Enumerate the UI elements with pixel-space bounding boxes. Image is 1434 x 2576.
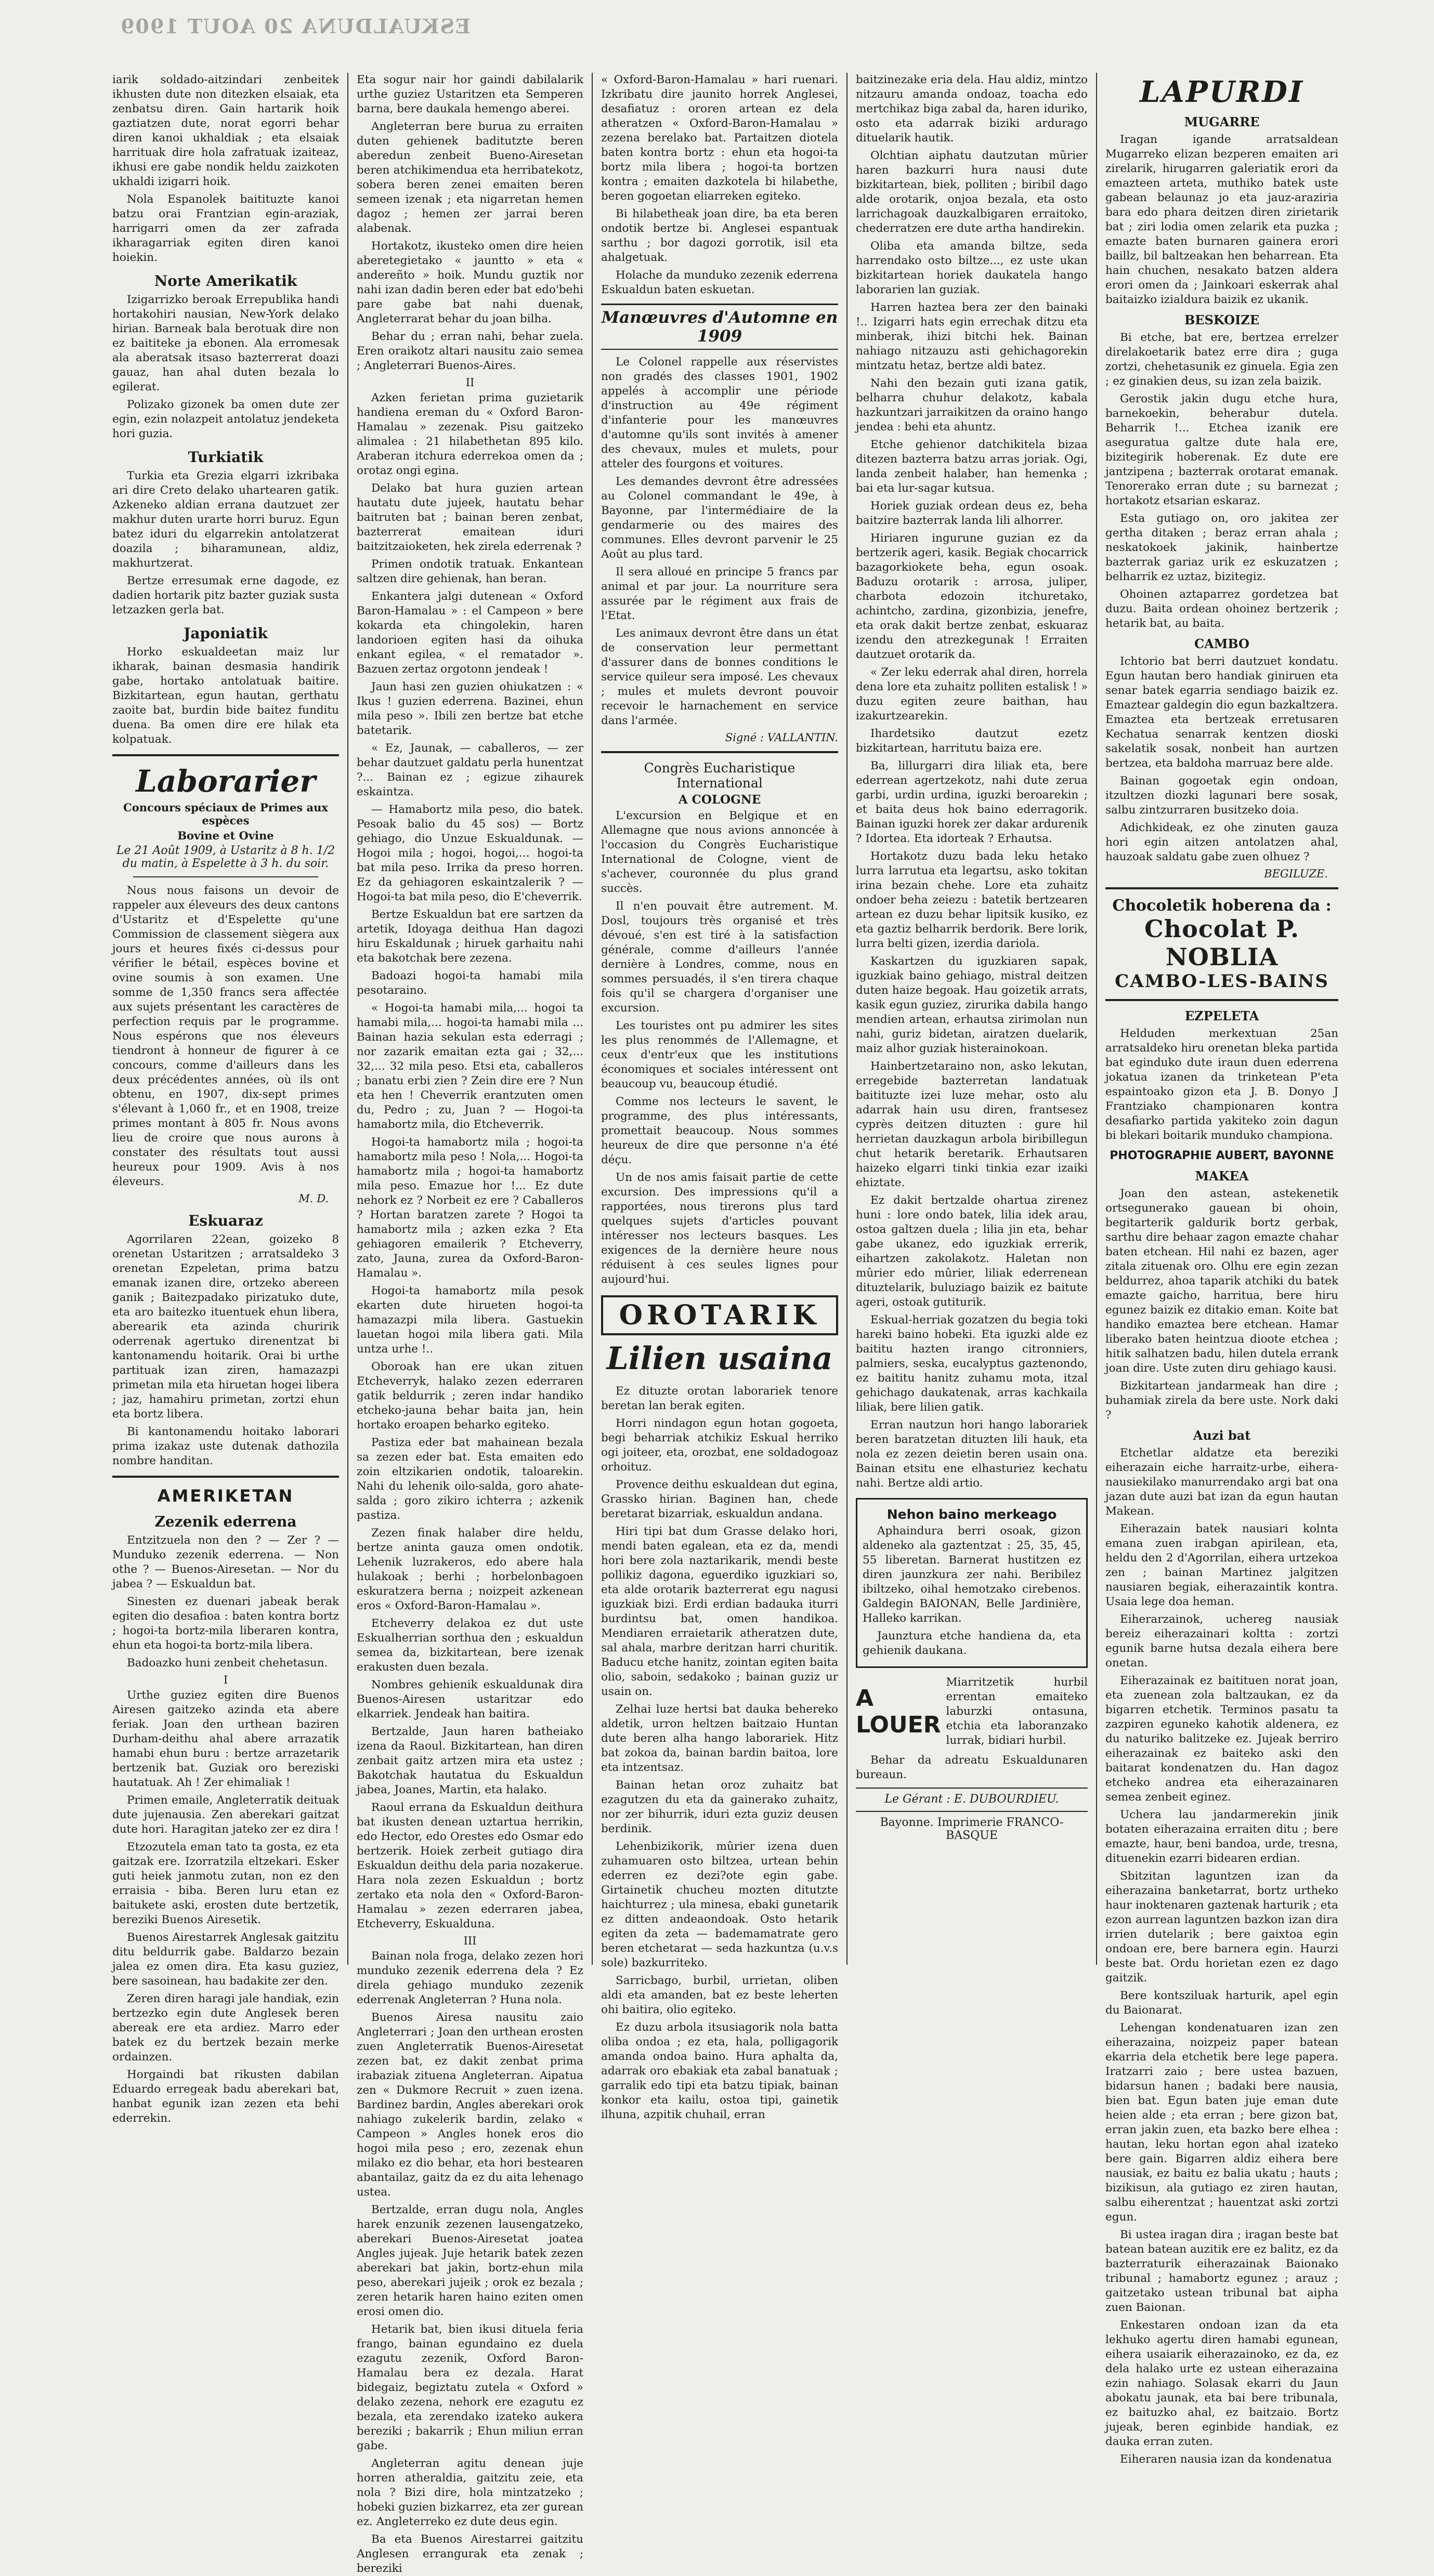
paragraph: Bainan hetan oroz zuhaitz bat ezagutzen du eta da gainerako zuhaitz, nor zer bihurrik, iduri ezta guziz deusen berdinik. xyxy=(601,1779,838,1835)
paragraph: Etche gehienor datchikitela bizaa ditezen bazterra batzu arras joriak. Ogi, landa zenbeit halaber, han hemenka ; bai eta lur-sagar kutsua. xyxy=(856,438,1088,495)
heading-eskuaraz: Eskuaraz xyxy=(188,1212,263,1229)
paragraph: Bertze Eskualdun bat ere sartzen da artetik, Idoyaga deithua Han dagozi hiru Eskaldunak ; hiruek garhaitu nahi eta bakotchak bere zezena. xyxy=(357,908,583,965)
paragraph: Etchetlar aldatze eta bereziki eiherazain eiche harraitz-urbe, eihera-nausiekilako manurrendako argi bat ona jazan dute auzi bat izan da egun hautan Makean. xyxy=(1105,1447,1338,1518)
paragraph: Il n'en pouvait être autrement. M. Dosl, toujours très organisé et très dévoué, s'en est tiré à la satisfaction générale, comme d'ailleurs l'année dernière à Londres, comme, nous en sommes persuadés, il s'en tirera chaque fois qu'il se chargera d'organiser une excursion. xyxy=(601,900,838,1015)
paragraph: Hogoi-ta hamabortz mila pesok ekarten dute hirueten hogoi-ta hamazazpi mila libera. Gastuekin lauetan hogoi mila libera gati. Mila untza urhe !.. xyxy=(357,1284,583,1356)
paragraph: Sbitzitan laguntzen izan da eiherazaina banketarrat, bortz urtheko haur inoktenaren gaztenak harturik ; eta ezon aurrean laguntzen bazkon izan dira irrien dutelarik ; bere gaixtoa egin ondoan ere, bere barnera egin. Haurzi beste bat. Ordu horietan ezen ez dago gaitzik. xyxy=(1105,1870,1338,1984)
divider xyxy=(112,754,339,756)
heading-auzi-bat: Auzi bat xyxy=(1193,1428,1251,1443)
heading-congres: Congrès Eucharistique International xyxy=(644,760,796,791)
paragraph: Iragan igande arratsaldean Mugarreko elizan bezperen emaiten ari zirelarik, hirugarren galeriatik erori da emazteen arteta, muthiko batek uste gabean belaunaz jo eta jauz-araziria bara edo phara deitzen diren zirietarik bat ; ziri lodia omen zelarik eta puzka ; emazte baten burnaren gainera erori baillz, bil baltzeakan hen beharrean. Eta hain chuchen, nesakato batzen aldera erori omen da ; Jainkoari eskerrak ahal baitaizko izialdura baizik ez ukanik. xyxy=(1105,133,1338,306)
paragraph: « Hogoi-ta hamabi mila,... hogoi ta hamabi mila,... hogoi-ta hamabi mila ... Bainan hazia sekulan esta ederragi ; nor zazarik emaitan ezta gai ; 32,... 32,... 32 mila peso. Etsi eta, caballeros ; banatu erbi zien ? Zein dire ere ? Nun eta hen ! Cheverrik erantzuten omen du, Pedro ; zu, Juan ? — Hogoi-ta hamabortz mila, dio Etcheverrik. xyxy=(357,1002,583,1131)
paragraph: Bi kantonamendu hoitako laborari prima izakaz uste dutenak dathozila nombre handitan. xyxy=(112,1425,339,1467)
paragraph: Angleterran agitu denean juje horren atheraldia, gaitzitu zeie, eta nola ? Bizi dire, hola mintzatzeko ; hobeki guzien bizkarrez, eta zer gurean ez. Angleterreko ez dute deus egin. xyxy=(357,2457,583,2528)
divider xyxy=(1105,999,1338,1001)
mirrored-masthead-bleedthrough: ESKUALDUNA 20 AOUT 1909 xyxy=(120,15,471,38)
paragraph: Buenos Airesa nausitu zaio Angleterrari ; Joan den urthean erosten zuen Angleterratik Buenos-Airesetat zezen bat, ez dakit zenbat prima irabaziak zituena Angleterran. Aipatua zen « Dukmore Recruit » zuen izena. Bardinez bardin, Angles aberekari orok nahiago zukelerik bardin, zelako « Campeon » Angles honek eros dio hogoi mila peso ; ero, zezenak ehun milako ez dio behar, eta hori bestearen abantailaz, gaitz da ez du aita lehenago ustea. xyxy=(357,2011,583,2199)
paragraph: Hogoi-ta hamabortz mila ; hogoi-ta hamabortz mila peso ! Nola,... Hogoi-ta hamabortz mila ; hogoi-ta hamabortz mila peso. Emazue hor !... Ez dute nehork ez ? Norbeit ez ere ? Caballeros ? Hortan baratzen zarete ? Hogoi ta hamabortz mila ; azken ezka ? Eta gehiagoren emailerik ? Etcheverry, zato, Jauna, zurea da Oxford-Baron-Hamalau ». xyxy=(357,1136,583,1280)
heading-beskoize: BESKOIZE xyxy=(1184,312,1260,327)
paragraph: Primen ondotik tratuak. Enkantean saltzen dire gehienak, han beran. xyxy=(357,558,583,585)
paragraph: Provence deithu eskualdean dut egina, Grassko hirian. Baginen han, chede beretarat bizarriak, eskualdun andana. xyxy=(601,1478,838,1520)
paragraph: L'excursion en Belgique et en Allemagne que nous avions annoncée à l'occasion du Congrès Eucharistique International de Cologne, vient de s'achever, couronnée du plus grand succès. xyxy=(601,809,838,895)
paragraph: Lehenbizikorik, mûrier izena duen zuhamuaren osto biltzea, urtean behin ederren ez dezi?ote egin gabe. Girtainetik chucheu mozten ditutzte haichturrez ; ula minesa, ebaki gunetarik ez ditten andeaondoak. Osto hetarik egiten da zeta — bademamatrate gero beren etchetarat — seda hazkuntza (u.v.s sole) bazkurriteko. xyxy=(601,1840,838,1969)
paragraph: Azken ferietan prima guzietarik handiena ereman du « Oxford Baron-Hamalau » zezenak. Pisu gaitzeko alimalea : 21 hilabethetan 895 kilo. Araberan itchura ederrekoa omen da ; orotaz ongi egina. xyxy=(357,391,583,477)
paragraph: Ohoinen aztaparrez gordetzea bat duzu. Baita ordean ohoinez bertzerik ; hetarik bat, au baita. xyxy=(1105,588,1338,630)
signature: BEGILUZE. xyxy=(1264,868,1328,880)
paragraph: Uchera lau jandarmerekin jinik botaten eiherazaina erraiten ditu ; bere emazte, haur, beni bandoa, urde, tresna, dituenekin ezarri bidearen erdian. xyxy=(1105,1808,1338,1865)
paragraph: Primen emaile, Angleterratik deituak dute jujenausia. Zen aberekari gaitzat dute hori. Haragitan jateko zer ez dira ! xyxy=(112,1794,339,1836)
paragraph: Hortakotz duzu bada leku hetako lurra larrutua eta legartsu, asko tokitan irina bezain chehe. Lore eta zuhaitz ondoer beha zeiezu : batetik bertzearen artean ez duzu behar lipitsik kusiko, ez eta gaztiz belharrik berdorik. Bere lorik, lurra belti gizen, izerdia dariola. xyxy=(856,850,1088,950)
paragraph: Entzitzuela non den ? — Zer ? — Munduko zezenik ederrena. — Non othe ? — Buenos-Airesetan. — Nor du jabea ? — Eskualdun bat. xyxy=(112,1534,339,1591)
ad-text: Jaunztura etche handiena da, eta gehienik daukana. xyxy=(863,1629,1081,1657)
paragraph: Ihardetsiko dautzut ezetz bizkitartean, harritutu baiza ere. xyxy=(856,727,1088,755)
paragraph: Les touristes ont pu admirer les sites les plus renommés de l'Allemagne, et ceux d'entr'eux que les institutions économiques et sociales intéressent ont beaucoup vu, beaucoup étudié. xyxy=(601,1019,838,1090)
section-number: III xyxy=(463,1935,477,1947)
ad-chocolat-line1: Chocoletik hoberena da : xyxy=(1112,897,1332,915)
paragraph: Les animaux devront être dans un état de conservation leur permettant d'assurer dans de bonnes conditions le service quileur sera imposé. Les chevaux ; mules et mulets devront pouvoir recevoir le harnachement en service dans l'armée. xyxy=(601,627,838,727)
paragraph: Agorrilaren 22ean, goizeko 8 orenetan Ustaritzen ; arratsaldeko 3 orenetan Ezpeletan, prima batzu emanak izanen dire, ortzeko abereen ganik ; Baitezpadako pirizatuko dute, eta aro baitezko ituentuek ehun libera, aberearik eta azinda churirik oderrenak agertuko direnentzat bi kantonamendu hoitarik. Orai bi urthe partituak izan ziren, hamazazpi primetan mila eta hiruetan hogei libera ; jaz, hamahiru primetan, zortzi ehun eta bortz libera. xyxy=(112,1233,339,1421)
paragraph: Ba eta Buenos Airestarrei gaitzitu Anglesen errangurak eta zenak ; bereziki xyxy=(357,2533,583,2575)
paragraph: Eiherazain batek nausiari kolnta emana zuen irabgan apirilean, eta, heldu den 2 d'Agorrilan, eihera urtzekoa zen ; bainan Martinez jalgitzen nausiaren begiak, eiherazaintik kontra. Usaia lege doa heman. xyxy=(1105,1522,1338,1608)
paragraph: Esta gutiago on, oro jakitea zer gertha ditaken ; beraz erran ahala ; neskatokoek jakinik, hainbertze bazterrak gariaz urik ez eskuzatzen ; belharrik ez uztaz, bizitegiz. xyxy=(1105,512,1338,583)
paragraph: Zelhai luze hertsi bat dauka behereko aldetik, urron heltzen baitzaio Huntan dute beren alha hango laborariek. Hitz bat zokoa da, bainan bardin baitoa, lore eta intzentsaz. xyxy=(601,1703,838,1774)
paragraph: Etcheverry delakoa ez dut uste Eskualherrian sorthua den ; eskualdun semea da, bizkitartean, bere izenak erakusten duen bezala. xyxy=(357,1617,583,1674)
heading-lilien-usaina: Lilien usaina xyxy=(606,1340,833,1377)
paragraph: Bi hilabetheak joan dire, ba eta beren ondotik bertze bi. Anglesei espantuak sarthu ; bor dagozi gorrotik, isil eta ahalgetuak. xyxy=(601,207,838,264)
paragraph: Harren haztea bera zer den bainaki !.. Izigarri hats egin errechak ditzu eta minberak, ihizi bitchi hek. Bainan nahiago nitzauzu asti gehichagorekin mintzatu hetaz, bertze aldi batez. xyxy=(856,301,1088,372)
paragraph: Comme nos lecteurs le savent, le programme, des plus intéressants, promettait beaucoup. Nous sommes heureux de dire que personne n'a été déçu. xyxy=(601,1095,838,1166)
paragraph: Bertzalde, erran dugu nola, Angles harek enzunik zezenen lausengatzeko, aberekari Buenos-Airesetat joatea Angles jujeak. Juje hetarik batek zezen aberekari bat jakin, bortz-ehun mila peso, aberekari jujeik ; orok ez bezala ; zeren hetarik haren haino eziten omen erosi omen dio. xyxy=(357,2203,583,2318)
divider xyxy=(112,1476,339,1478)
column-2 xyxy=(348,73,593,2575)
paragraph: iarik soldado-aitzindari zenbeitek ikhusten dute non ditezken elsaiak, eta zenbatsu diren. Gain hartarik hoik gaztiatzen dute, norat egorri behar diren kanoi ukhaldiak ; eta elsaiak harrituak dire hola zafratuak izaiteaz, ikhusi ere gabe nondik heldu zaizkoten ukhaldi izigarri hoik. xyxy=(112,73,339,188)
paragraph: Nous nous faisons un devoir de rappeler aux éleveurs des deux cantons d'Ustaritz et d'Espelette qu'une Commission de classement siègera aux jours et heures fixés ci-dessus pour vérifier le bétail, espèces bovine et ovine soumis à son examen. Une somme de 1,350 francs sera affectée aux sujets présentant les caractères de perfection requis par le programme. Nous espérons que nos éleveurs tiendront à honneur de figurer à ce concours, comme d'ailleurs dans les deux précédentes années, où ils ont obtenu, en 1907, dix-sept primes s'élevant à 1,060 fr., et en 1908, treize primes montant à 805 fr. Nous avons lieu de croire que nous aurons à constater des résultats tout aussi heureux pour 1909. Avis à nos éleveurs. xyxy=(112,884,339,1188)
heading-makea: MAKEA xyxy=(1195,1168,1249,1184)
ad-text: Behar da adreatu Eskualdunaren bureaun. xyxy=(856,1754,1088,1781)
paragraph: Ez dituzte orotan laborariek tenore beretan lan berak egiten. xyxy=(601,1385,838,1412)
paragraph: Adichkideak, ez ohe zinuten gauza hori egin aitzen antolatzen ahal, hauzoak saldatu gabe zuen olhuez ? xyxy=(1105,821,1338,863)
paragraph: Horko eskualdeetan maiz lur ikharak, bainan desmasia handirik gabe, hortako antolatuak baitire. Bizkitartean, egun hautan, gerthatu zaoite bat, burdin bide baitez funditu duena. Ba omen dire ere hilak eta kolpatuak. xyxy=(112,646,339,746)
paragraph: Oliba eta amanda biltze, seda harrendako osto biltze..., ez uste ukan bizkitartean horiek daukatela hango laborarien lan guziak. xyxy=(856,240,1088,296)
paragraph: Ba, lillurgarri dira liliak eta, bere ederrean agertzekotz, nahi dute zerua garbi, urdin urdina, iguzki beroarekin ; et baita deus hok baino ederragorik. Bainan iguzki horek zer dakar ardurenik ? Idortea. Eta idorteak ? Erhautsa. xyxy=(856,759,1088,845)
advertisement-nehon xyxy=(856,1498,1088,1668)
heading-manoeuvres: Manœuvres d'Automne en 1909 xyxy=(601,304,838,350)
paragraph: Eiherarzainok, uchereg nausiak bereiz eiherazainari koltta : zortzi egunik barne hutsa dezala eihera bere onetan. xyxy=(1105,1613,1338,1670)
paragraph: Etzozutela eman tato ta gosta, ez eta gaitzak ere. Izorratzila eltzekari. Esker guti heiek janmotu zutan, non ez den erraisia - biba. Beren luru etan ez baitukete aski, erosten dute bertzetik, bereziki Buenos Airesetik. xyxy=(112,1841,339,1926)
paragraph: Helduden merkextuan 25an arratsaldeko hiru orenetan bleka partida bat eginduko dute iraun duen ederrena jokatua izanen da trinketean P'eta espaintoako gizon eta J. B. Donyo J Frantziako championaren kontra desafiarko partida yakiteko zoin dagun bi blekari boitarik munduko championa. xyxy=(1105,1027,1338,1142)
paragraph: Hainbertzetaraino non, asko lekutan, erregebide bazterretan landatuak baitituzte izei luze mehar, osto alu adarrak hain usu diren, frantsesez cyprès deitzen dituzten : gure hil herrietan dauzkagun arbola biribillegun chut hetarik beretarik. Erhautsaren haizeko elgarri tinki tinkia ezar izaiki ehiztate. xyxy=(856,1060,1088,1189)
signature: M. D. xyxy=(298,1192,329,1205)
paragraph: Badoazko huni zenbeit chehetasun. xyxy=(127,1657,328,1670)
paragraph: Sarricbago, burbil, urrietan, oliben aldi eta amanden, bat ez beste leherten ohi baitira, olio egiteko. xyxy=(601,1974,838,2016)
heading-turkia: Turkiatik xyxy=(188,449,264,466)
paragraph: Holache da munduko zezenik ederrena Eskualdun baten eskuetan. xyxy=(601,269,838,296)
paragraph: Bi etche, bat ere, bertzea errelzer direlakoetarik batez erre dira ; guga zortzi, chehetasunik ez ginuela. Egia zen ; ez ginakien deus, su izan zela baizik. xyxy=(1105,331,1338,388)
paragraph: Enkestaren ondoan izan da eta lekhuko agertu diren hamabi egunean, eihera usaiarik eiherazainoko, ez da, ez dela halako urte ez ustean eiherazaina ezin nahiago. Solasak ekarri du Jaun abokatu jaunak, eta bai bere tribunala, ez baituzko ahal, ez baitzaio. Bortz jujeak, beren eginbide handiak, ez dauka erran zuten. xyxy=(1105,2319,1338,2448)
paragraph: Sinesten ez duenari jabeak berak egiten dio desafioa : baten kontra bortz ; hogoi-ta bortz-mila liberaren kontra, ehun eta hogoi-ta bortz-mila libera. xyxy=(112,1595,339,1652)
paragraph: Il sera alloué en principe 5 francs par animal et par jour. La nourriture sera assurée par le régiment aux frais de l'Etat. xyxy=(601,566,838,622)
section-number: II xyxy=(465,376,475,389)
paragraph: Nola Espanolek baitituzte kanoi batzu orai Frantzian egin-araziak, harrigarri omen da zer zafrada ikharagarriak egiten diren kanoi hoiekin. xyxy=(112,193,339,264)
ad-text: Miarritzetik hurbil errentan emaiteko laburzki ontasuna, etchia eta laboranzako lurrak, bidiari hurbil. xyxy=(946,1676,1088,1747)
gerant-line: Le Gérant : E. DUBOURDIEU. xyxy=(856,1788,1088,1806)
paragraph: Ez duzu arbola itsusiagorik nola batta oliba ondoa ; ez eta, hala, polligagorik amanda ondoa baino. Hura aphalta da, adarrak oro ebakiak eta zabal banatuak ; garralik edo tipi eta batzu tipiak, bainan konkor eta kailu, ostoa tipi, gainetik ilhuna, azpitik chuhail, erran xyxy=(601,2021,838,2121)
heading-ezpeleta: EZPELETA xyxy=(1184,1008,1259,1023)
paragraph: Ichtorio bat berri dautzuet kondatu. Egun hautan bero handiak giniruen eta senar batek egarria sendiago baizik ez. Emaztear galdegin dio egun bazkaltzera. Emaztea eta bertzeak erretusaren Kechatua senarrak kentzen dioski sakelatik sosak, nonbeit han aurtzen bertzea, eta baldoha marruaz bere alde. xyxy=(1105,655,1338,770)
paragraph: Lehengan kondenatuaren izan zen eiherazaina, noizpeiz paper batean ekarria dela etchetik bere lege papera. Iratzarri zaio ; bere ustea bazuen, bidarsun hanen ; badaki bere nausia, bien bat. Egun baten juje eman dute heien alde ; eta erran ; bere gizon bat, erran jakin zuen, eta bazko bere elhea : hautan, leku hortan egon ahal izateko bere gain. Bigarren aldiz eihera bere nausiak, ez baitu ez balia ukatu ; hauts ; bizikisun, ala gutiago ez ziren hautan, salbu eiherentzat ; hauentzat aski zortzi egun. xyxy=(1105,2021,1338,2224)
paragraph: Eta sogur nair hor gaindi dabilalarik urthe guziez Ustaritzen eta Semperen barna, bere daukala hemengo aberei. xyxy=(357,73,583,115)
advertisement-louer xyxy=(856,1675,1088,1748)
paragraph: Badoazi hogoi-ta hamabi mila pesotaraino. xyxy=(357,969,583,997)
paragraph: — Hamabortz mila peso, dio batek. Pesoak balio du 45 sos) — Bortz gehiago, dio Unzue Eskualdunak. — Hogoi mila ; hogoi, hogoi,... hogoi-ta bat mila peso. Irrika da preso horren. Ez da gehiagoren eskaintzalerik ? — Hogoi-ta bat mila peso, dio E'cheverrik. xyxy=(357,803,583,903)
paragraph: Erran nautzun hori hango laborariek beren baratzetan dituzten lili hauk, eta nola ez zezen deietin beren usain ona. Bainan etsitu ene elhasturiez kechatu nahi. Bertze aldi artio. xyxy=(856,1418,1088,1490)
paragraph: Hiri tipi bat dum Grasse delako hori, mendi baten egalean, eta ez da, mendi hori bere zola naztarikarik, mendi beste pollikiz dagona, eguerdiko iguzkiari so, eta alde orotarik bazterrerat egu nagusi iguzkiak bizi. Erdi erdian badauka iturri burdintsu bat, omen handikoa. Mendiaren erraietarik atheratzen dute, sal ahala, marbre deritzan harri churitik. Baducu etche hanitz, zointan egiten baita olio, saboin, sedakoko ; bainan guziz ur usain on. xyxy=(601,1525,838,1698)
heading-orotarik: OROTARIK xyxy=(601,1295,838,1335)
heading-japonia: Japoniatik xyxy=(184,625,268,642)
divider xyxy=(601,751,838,753)
paragraph: Zeren diren haragi jale handiak, ezin bertzezko egin dute Anglesek beren abereak ere eta ardiez. Marro eder batek ez du bertzek bezain merke ordainzen. xyxy=(112,1992,339,2064)
heading-cologne: A COLOGNE xyxy=(678,793,761,807)
paragraph: Gerostik jakin dugu etche hura, barnekoekin, beherabur dutela. Beharrik !... Etchea izanik ere aseguratua galtze dute hala ere, bizitegirik hoberenak. Ez dute ere jantzipena ; bazterrak orotarat emanak. Tenorerako erran dute ; su barnezat ; hortakotz etsarian eskaraz. xyxy=(1105,392,1338,507)
paragraph: Urthe guziez egiten dire Buenos Airesen gaitzeko azinda eta abere feriak. Joan den urthean baziren Durham-deithu ahal abere arrazatik hamabi ehun buru : bertze arrazetarik bertzenik bat. Guziak oro bereziski hautatuak. Ah ! Zer ehimaliak ! xyxy=(112,1689,339,1789)
paragraph: Delako bat hura guzien artean hautatu dute jujeek, hautatu behar baitruten bat ; bainan beren zenbat, bazterrerat emaitean iduri baitzitzaioketen, hek zirela ederrenak ? xyxy=(357,482,583,553)
heading-zezenik: Zezenik ederrena xyxy=(154,1513,297,1530)
ad-title-louer: A LOUER xyxy=(856,1685,941,1738)
paragraph: Raoul errana da Eskualdun deithura bat ikusten denean uztartua herrikin, edo Hector, edo Orestes edo Osmar edo bertzerik. Hoiek zerbeit gutiago dira Eskualdun deithu dela paria nozakerue. Hara nola zezen Eskualdun ; bortz zertako eta nola den « Oxford-Baron-Hamalau » zezen ederraren jabea, Etcheverry, Eskualduna. xyxy=(357,1801,583,1930)
heading-lapurdi: LAPURDI xyxy=(1139,75,1305,109)
paragraph: baitzinezake eria dela. Hau aldiz, mintzo nitzauru amanda ondoaz, toacha edo mertchikaz biga zabal da, haren iduriko, osto eta adarrak biziki ardurago dituelarik hautik. xyxy=(856,73,1088,144)
column-3 xyxy=(593,73,848,2121)
heading-norte: Norte Amerikatik xyxy=(154,272,297,290)
paragraph: Bertze erresumak erne dagode, ez dadien hortarik pitz bazter guziak susta letzazken gerla bat. xyxy=(112,574,339,616)
paragraph: Angleterran bere burua zu erraiten duten gehienek baditutzte beren aberedun zenbeit Bueno-Airesetan beren atchikimendua eta herribatekotz, sobera beren zenei emaiten beren semeen izenak ; eta nigarretan hemen dagoz ; hemen zer jarrai beren alabenak. xyxy=(357,120,583,235)
paragraph: Izigarrizko beroak Errepublika handi hortakohiri nausian, New-York delako hirian. Barneak bala berotuak dire non ez baititeke ja ebonen. Ala erromesak ala aberatsak itsaso bazterrerat doazi gauaz, han ahal duten bezala lo egilerat. xyxy=(112,293,339,393)
ad-chocolat-place: CAMBO-LES-BAINS xyxy=(1115,971,1329,992)
heading-mugarre: MUGARRE xyxy=(1184,114,1260,129)
paragraph: Bainan gogoetak egin ondoan, itzultzen diozki lagunari bere sosak, salbu zintzurraren busitzeko doia. xyxy=(1105,774,1338,817)
ad-chocolat-brand: Chocolat P. NOBLIA xyxy=(1144,915,1299,971)
paragraph: Horri nindagon egun hotan gogoeta, begi beharriak atchikiz Eskual herriko ogi joiteer, eta, orozbat, ene soldadogoaz orhoituz. xyxy=(601,1417,838,1474)
column-4 xyxy=(848,73,1097,1965)
paragraph: Zezen finak halaber dire heldu, bertze aninta gauza omen ondotik. Lehenik luzrakeros, edo abere hala hulakoak ; berhi ; horbelonbagoen eskuratzera berna ; noizpeit azkenean eros « Oxford-Baron-Hamalau ». xyxy=(357,1527,583,1612)
paragraph: Pastiza eder bat mahainean bezala sa zezen eder bat. Esta emaiten edo zoin eltzikarien ondotik, taloarekin. Nahi du lehenik oilo-salda, goro ahate-salda ; goro zikiro ichterra ; azkenik pastiza. xyxy=(357,1436,583,1522)
paragraph: Buenos Airestarrek Anglesak gaitzitu ditu beldurrik gabe. Baldarzo bezain jalea ez omen dira. Eta kasu guziez, bere sasoinean, hau badakite zer den. xyxy=(112,1931,339,1988)
paragraph: « Ez, Jaunak, — caballeros, — zer behar dautzuet galdatu perla hunentzat ?... Bainan ez ; egizue zihaurek eskaintza. xyxy=(357,742,583,798)
heading-cambo: CAMBO xyxy=(1194,636,1249,651)
divider xyxy=(133,876,318,877)
laborarier-subtitle: Concours spéciaux de Primes aux espèces xyxy=(123,801,328,827)
section-number: I xyxy=(223,1674,228,1686)
paragraph: Polizako gizonek ba omen dute zer egin, ezin nolazpeit antolatuz jendeketa hori guzia. xyxy=(112,398,339,440)
paragraph: Olchtian aiphatu dautzutan mûrier haren bazkurri hura nausi dute bizkitartean, biek, polliten ; biribil dago alde orotarik, onjoa bezala, eta osto larrichagoak dauzkalbigaren erraitoko, chederratzen ere dute artha handirekin. xyxy=(856,149,1088,235)
printer-line: Bayonne. Imprimerie FRANCO-BASQUE xyxy=(856,1811,1088,1842)
column-1 xyxy=(104,73,348,2125)
paragraph: Eiheraren nausia izan da kondenatua xyxy=(1120,2453,1332,2466)
paragraph: Nahi den bezain guti izana gatik, belharra chuhur delakotz, kabala hazkuntzari jarraikitzen da oraino hango jendea : behi eta ahuntz. xyxy=(856,377,1088,433)
paragraph: Behar du ; erran nahi, behar zuela. Eren oraikotz altari nausitu zaio semea ; Angleterrari Buenos-Aires. xyxy=(357,330,583,372)
ad-photographie: PHOTOGRAPHIE AUBERT, BAYONNE xyxy=(1110,1149,1334,1162)
ad-title: Nehon baino merkeago xyxy=(887,1507,1057,1522)
paragraph: Nombres gehienik eskualdunak dira Buenos-Airesen ustaritzar edo elkarriek. Jendeak han baitira. xyxy=(357,1678,583,1720)
ad-text: Aphaindura berri osoak, gizon aldeneko ala gaztentzat : 25, 35, 45, 55 liberetan. Barnerat hustitzen ez diren jaunzkura zer nahi. Beribilez ibiltzeko, oihal hemotzako cirebenos. Galdegin BAIONAN, Belle Jardinière, Halleko karrikan. xyxy=(863,1524,1081,1625)
divider xyxy=(1105,887,1338,889)
laborarier-subtitle-2: Bovine et Ovine xyxy=(177,829,274,842)
paragraph: Le Colonel rappelle aux réservistes non gradés des classes 1901, 1902 appelés à accomplir une période d'instruction au 49e régiment d'infanterie pour les manœuvres d'automne qu'ils sont invités à amener des chevaux, mules et mulets, pour atteler des fourgons et voitures. xyxy=(601,356,838,470)
paragraph: Jaun hasi zen guzien ohiukatzen : « Ikus ! guzien ederrena. Bazinei, ehun mila peso ». Ibili zen bertze bat etche batetarik. xyxy=(357,680,583,737)
paragraph: Un de nos amis faisait partie de cette excursion. Des impressions qu'il a rapportées, nous tirerons plus tard quelques sujets d'articles pouvant intéresser nos lecteurs basques. Les exigences de la dernière heure nous réduisent à ces seules lignes pour aujourd'hui. xyxy=(601,1171,838,1286)
paragraph: Bere kontsziluak harturik, apel egin du Baionarat. xyxy=(1105,1989,1338,2017)
heading-ameriketan: AMERIKETAN xyxy=(157,1486,294,1506)
paragraph: « Oxford-Baron-Hamalau » hari ruenari. Izkribatu dire jaunito horrek Anglesei, desafiatuz : ororen artean ez dela atheratzen « Oxford-Baron-Hamalau » zezena berelako bat. Partaitzen diotela baten kontra bortz : ehun eta hogoi-ta bortz mila libera ; hogoi-ta bortzen kontra ; emaiten dazkotela bi hilabethe, beren gogoetan eliarreken egiteko. xyxy=(601,73,838,203)
paragraph: Kaskartzen du iguzkiaren sapak, iguzkiak baino gehiago, mistral deitzen duten haize begoak. Hau goizetik arrats, kasik egun guziez, zirurika dabila hango mendien artean, erhautsa zirimolan nun nahi, guriz bidetan, airatzen duelarik, maiz alhor guziak histerainokoan. xyxy=(856,955,1088,1055)
paragraph: Ez dakit bertzalde ohartua zirenez huni : lore ondo batek, lilia idek arau, ostoa galtzen duela ; lilia jin eta, behar gabe ukanez, edo iguzkiak errerik, eihartzen zakolakotz. Haletan non mûrier edo mûrier, liliak ederrenean dituztelarik, buluziago baizik ez baitute ageri, ostoak gutiturik. xyxy=(856,1194,1088,1309)
laborarier-date: Le 21 Août 1909, à Ustaritz à 8 h. 1/2 du matin, à Espelette à 3 h. du soir. xyxy=(116,844,335,870)
paragraph: Eiherazainak ez baitituen norat joan, eta zuenean zola baltzaukan, ez da bigarren etchetik. Terminos pasatu ta zazpiren eguneko kahotik aldenera, ez du naturiko balitzeke ez. Jujeak berriro eiherazainak ez baiteko aski den baitarat kondenatzen du. Han dagoz etcheko andrea eta eiherazainaren semea zenbeit eginez. xyxy=(1105,1674,1338,1804)
paragraph: « Zer leku ederrak ahal diren, horrela dena lore eta zuhaitz polliten estalisk ! » duzu egiten zeure baithan, hau izakurtzearekin. xyxy=(856,666,1088,722)
paragraph: Turkia eta Grezia elgarri izkribaka ari dire Creto delako uhartearen gatik. Azkeneko aldian errana dautzuet zer makhur duten urarte horri buruz. Egun batez iduri du elgarrekin antolatzerat doazila ; biharamunean, aldiz, makhurtzerat. xyxy=(112,469,339,570)
paragraph: Oboroak han ere ukan zituen Etcheverryk, halako zezen ederraren gatik beldurrik ; zeren indar handiko etcheko-jauna behar baita jan, hein hortako eroapen beharko egiteko. xyxy=(357,1360,583,1431)
paragraph: Les demandes devront être adressées au Colonel commandant le 49e, à Bayonne, par l'intermédiaire de la gendarmerie ou des maires des communes. Elles devront parvenir le 25 Août au plus tard. xyxy=(601,475,838,561)
paragraph: Horgaindi bat rikusten dabilan Eduardo erregeak badu aberekari bat, hanbat egunik izan zezen eta behi ederrekin. xyxy=(112,2068,339,2125)
paragraph: Hiriaren ingurune guzian ez da bertzerik ageri, kasik. Begiak chocarrick bazagorkiokete beha, egun osoak. Baduzu orotarik : arrosa, juliper, charbota edozoin itchuretako, achintcho, zardina, gizonbizia, jenefre, eta orak dakit bertze zenbat, eskuaraz izendu den atrezkegunak ! Erraiten dautzuet orotarik da. xyxy=(856,532,1088,661)
paragraph: Hortakotz, ikusteko omen dire heien aberetegietako « jauntto » eta « andereñto » hoik. Mundu guztik nor nahi izan dadin beren eder bat edo'behi pare gabe bat nahi duenak, Angleterrarat behar du joan bilha. xyxy=(357,240,583,325)
paragraph: Bi ustea iragan dira ; iragan beste bat batean batean auzitik ere ez balitz, ez da bazterraturik eiherazainak Baionako tribunal ; hamabortz egunez ; arauz ; gaitzetako ustean tribunal bat aipha zuen Baionan. xyxy=(1105,2228,1339,2314)
paragraph: Eskual-herriak gozatzen du begia toki hareki baino hobeki. Eta iguzki alde ez baititu hazten irango citronniers, palmiers, seska, eucalyptus gaztenondo, ez baititu hanitz zuhamu mota, itzal gehichago daukatenak, arras kachkaila liliak, bere lilien gatik. xyxy=(856,1313,1088,1414)
heading-laborarier: Laborarier xyxy=(136,764,316,799)
paragraph: Bizkitartean jandarmeak han dire ; buhamiak zirela da bere uste. Nork daki ? xyxy=(1105,1379,1338,1422)
paragraph: Bertzalde, Jaun haren batheiako izena da Raoul. Bizkitartean, han diren zenbait gaitz artzen mira eta ustez ; Bakotchak hautatua du Eskualdun jabea, Joanes, Martin, eta halako. xyxy=(357,1725,583,1796)
paragraph: Joan den astean, astekenetik ortsegunerako gauean bi ohoin, begitarterik galdurik bortz gerbak, sarthu dire behaar zagon emazte chahar baten etchean. Hil nahi ez bazen, ager zitala zituenak oro. Olhu ere egin zezan beldurrez, ahoa taparik atchiki du batek emazte gaicho, harritua, bere hiru egunez baizik ez ditakio eman. Koite bat handiko emaztea bere etchean. Hamar liberako baten heintzua dioote etchea ; hitik salhatzen badu, hilen dutela errank joan dire. Uste zuten diru gehiago kausi. xyxy=(1105,1187,1338,1375)
column-5 xyxy=(1097,73,1347,2466)
paragraph: Horiek guziak ordean deus ez, beha baitzire bazterrak landa lili alhorrer. xyxy=(856,500,1088,527)
signature: Signé : VALLANTIN. xyxy=(725,731,838,744)
columns xyxy=(104,73,1347,2575)
paragraph: Hetarik bat, bien ikusi dituela feria frango, bainan egundaino ez duela ezagutu zezenik, Oxford Baron-Hamalau bera ez dezala. Harat bidegaiz, begiztatu zutela « Oxford » delako zezena, nehork ere ezagutu ez bezala, eta zerendako izateko aukera bereziki ; bakarrik ; Ehun miliun erran gabe. xyxy=(357,2323,583,2452)
paragraph: Bainan nola froga, delako zezen hori munduko zezenik ederrena dela ? Ez direla gehiago munduko zezenik ederrenak Angleterran ? Huna nola. xyxy=(357,1950,583,2006)
paragraph: Enkantera jalgi dutenean « Oxford Baron-Hamalau » : el Campeon » bere kokarda eta chingolekin, haren landorioen egiten hasi da oihuka enkant egilea, « el rematador ». Bazuen zertaz orgotonn jendeak ! xyxy=(357,590,583,676)
